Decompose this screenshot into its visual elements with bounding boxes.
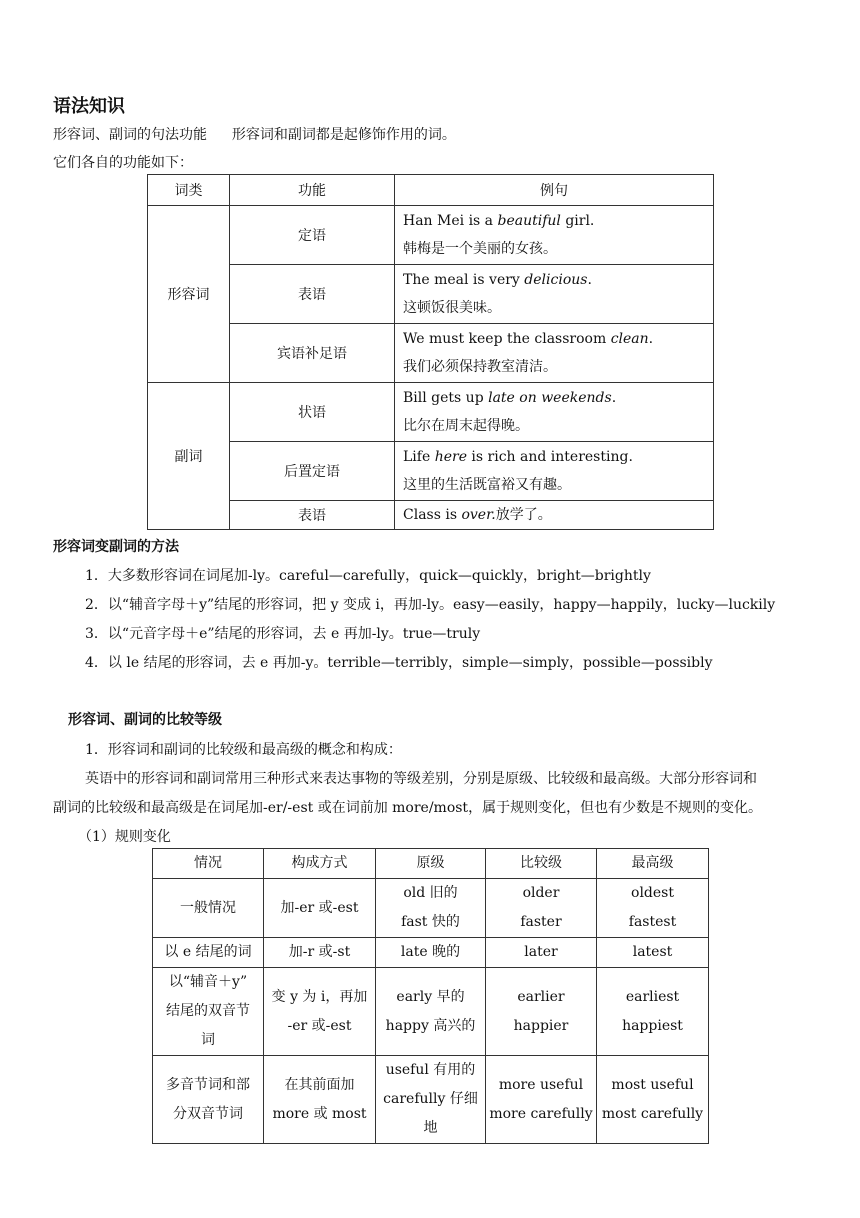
case-cell: 以 e 结尾的词 bbox=[153, 938, 264, 968]
example-cell bbox=[395, 324, 714, 383]
table-row bbox=[153, 968, 709, 1056]
header-cell: 最高级 bbox=[597, 849, 709, 879]
header-cell: 功能 bbox=[230, 175, 395, 206]
table-row bbox=[148, 265, 714, 324]
example-zh: 韩梅是一个美丽的女孩。 bbox=[403, 241, 557, 257]
example-en: Bill gets up late on weekends. bbox=[403, 390, 617, 406]
comparative-cell: more useful more carefully bbox=[486, 1056, 597, 1144]
comparison-title: 形容词、副词的比较等级 bbox=[68, 712, 222, 728]
table-row bbox=[148, 206, 714, 265]
superlative-cell: earliest happiest bbox=[597, 968, 709, 1056]
table-header-row bbox=[153, 849, 709, 879]
header-cell: 例句 bbox=[395, 175, 714, 206]
case-cell: 一般情况 bbox=[153, 879, 264, 938]
comparison-point-1: 1．形容词和副词的比较级和最高级的概念和构成： bbox=[85, 742, 402, 758]
table-row bbox=[153, 879, 709, 938]
comparison-para-line-1: 英语中的形容词和副词常用三种形式来表达事物的等级差别，分别是原级、比较级和最高级。大部分形容词和 bbox=[85, 771, 757, 787]
table-row bbox=[148, 501, 714, 530]
intro-desc: 形容词和副词都是起修饰作用的词。 bbox=[231, 127, 456, 143]
function-cell: 状语 bbox=[230, 383, 395, 442]
base-cell: late 晚的 bbox=[376, 938, 486, 968]
function-cell: 宾语补足语 bbox=[230, 324, 395, 383]
intro-line-1 bbox=[53, 125, 456, 145]
header-cell: 词类 bbox=[148, 175, 230, 206]
comparison-para-line-2: 副词的比较级和最高级是在词尾加-er/-est 或在词前加 more/most，属于规则变化，但也有少数是不规则的变化。 bbox=[53, 800, 763, 816]
example-cell bbox=[395, 501, 714, 530]
comparative-cell: later bbox=[486, 938, 597, 968]
function-cell: 定语 bbox=[230, 206, 395, 265]
example-cell bbox=[395, 383, 714, 442]
method-cell: 变 y 为 i，再加 -er 或-est bbox=[264, 968, 376, 1056]
example-en: Han Mei is a beautiful girl. bbox=[403, 213, 595, 229]
base-cell: old 旧的 fast 快的 bbox=[376, 879, 486, 938]
function-cell: 后置定语 bbox=[230, 442, 395, 501]
example-en: Class is over.放学了。 bbox=[403, 507, 552, 523]
comparative-cell: earlier happier bbox=[486, 968, 597, 1056]
example-zh: 这里的生活既富裕又有趣。 bbox=[403, 477, 571, 493]
adj-to-adv-title: 形容词变副词的方法 bbox=[53, 539, 179, 555]
method-cell: 加-er 或-est bbox=[264, 879, 376, 938]
table-header-row bbox=[148, 175, 714, 206]
header-cell: 原级 bbox=[376, 849, 486, 879]
rule-item: 1．大多数形容词在词尾加-ly。careful—carefully，quick—quickly，bright—brightly bbox=[85, 568, 651, 584]
function-cell: 表语 bbox=[230, 265, 395, 324]
header-cell: 情况 bbox=[153, 849, 264, 879]
example-zh: 我们必须保持教室清洁。 bbox=[403, 359, 557, 375]
superlative-cell: most useful most carefully bbox=[597, 1056, 709, 1144]
base-cell: early 早的 happy 高兴的 bbox=[376, 968, 486, 1056]
superlative-cell: latest bbox=[597, 938, 709, 968]
table-row bbox=[148, 324, 714, 383]
example-en: The meal is very delicious. bbox=[403, 272, 592, 288]
rule-item: 2．以“辅音字母＋y”结尾的形容词，把 y 变成 i，再加-ly。easy—easily，happy—happily，lucky—luckily bbox=[85, 597, 776, 613]
table-row bbox=[148, 442, 714, 501]
method-cell: 加-r 或-st bbox=[264, 938, 376, 968]
example-en: Life here is rich and interesting. bbox=[403, 449, 633, 465]
header-cell: 比较级 bbox=[486, 849, 597, 879]
regular-change-heading: （1）规则变化 bbox=[78, 829, 171, 845]
example-cell bbox=[395, 206, 714, 265]
intro-topic: 形容词、副词的句法功能 bbox=[53, 127, 207, 143]
intro-line-2: 它们各自的功能如下： bbox=[53, 155, 193, 171]
base-cell: useful 有用的 carefully 仔细 地 bbox=[376, 1056, 486, 1144]
rule-item: 3．以“元音字母＋e”结尾的形容词，去 e 再加-ly。true—truly bbox=[85, 626, 481, 642]
example-zh: 比尔在周末起得晚。 bbox=[403, 418, 529, 434]
example-cell bbox=[395, 442, 714, 501]
table-row bbox=[153, 938, 709, 968]
superlative-cell: oldest fastest bbox=[597, 879, 709, 938]
example-en: We must keep the classroom clean. bbox=[403, 331, 654, 347]
word-class-adj: 形容词 bbox=[148, 206, 230, 383]
function-cell: 表语 bbox=[230, 501, 395, 530]
table-row bbox=[153, 1056, 709, 1144]
comparison-table bbox=[152, 848, 709, 1144]
example-zh: 这顿饭很美味。 bbox=[403, 300, 501, 316]
example-cell bbox=[395, 265, 714, 324]
method-cell: 在其前面加 more 或 most bbox=[264, 1056, 376, 1144]
function-table bbox=[147, 174, 714, 530]
word-class-adv: 副词 bbox=[148, 383, 230, 530]
section-title: 语法知识 bbox=[53, 96, 125, 117]
case-cell: 多音节词和部 分双音节词 bbox=[153, 1056, 264, 1144]
table-row bbox=[148, 383, 714, 442]
comparative-cell: older faster bbox=[486, 879, 597, 938]
header-cell: 构成方式 bbox=[264, 849, 376, 879]
rule-item: 4．以 le 结尾的形容词，去 e 再加-y。terrible—terribly，simple—simply，possible—possibly bbox=[85, 655, 713, 671]
case-cell: 以“辅音＋y” 结尾的双音节 词 bbox=[153, 968, 264, 1056]
